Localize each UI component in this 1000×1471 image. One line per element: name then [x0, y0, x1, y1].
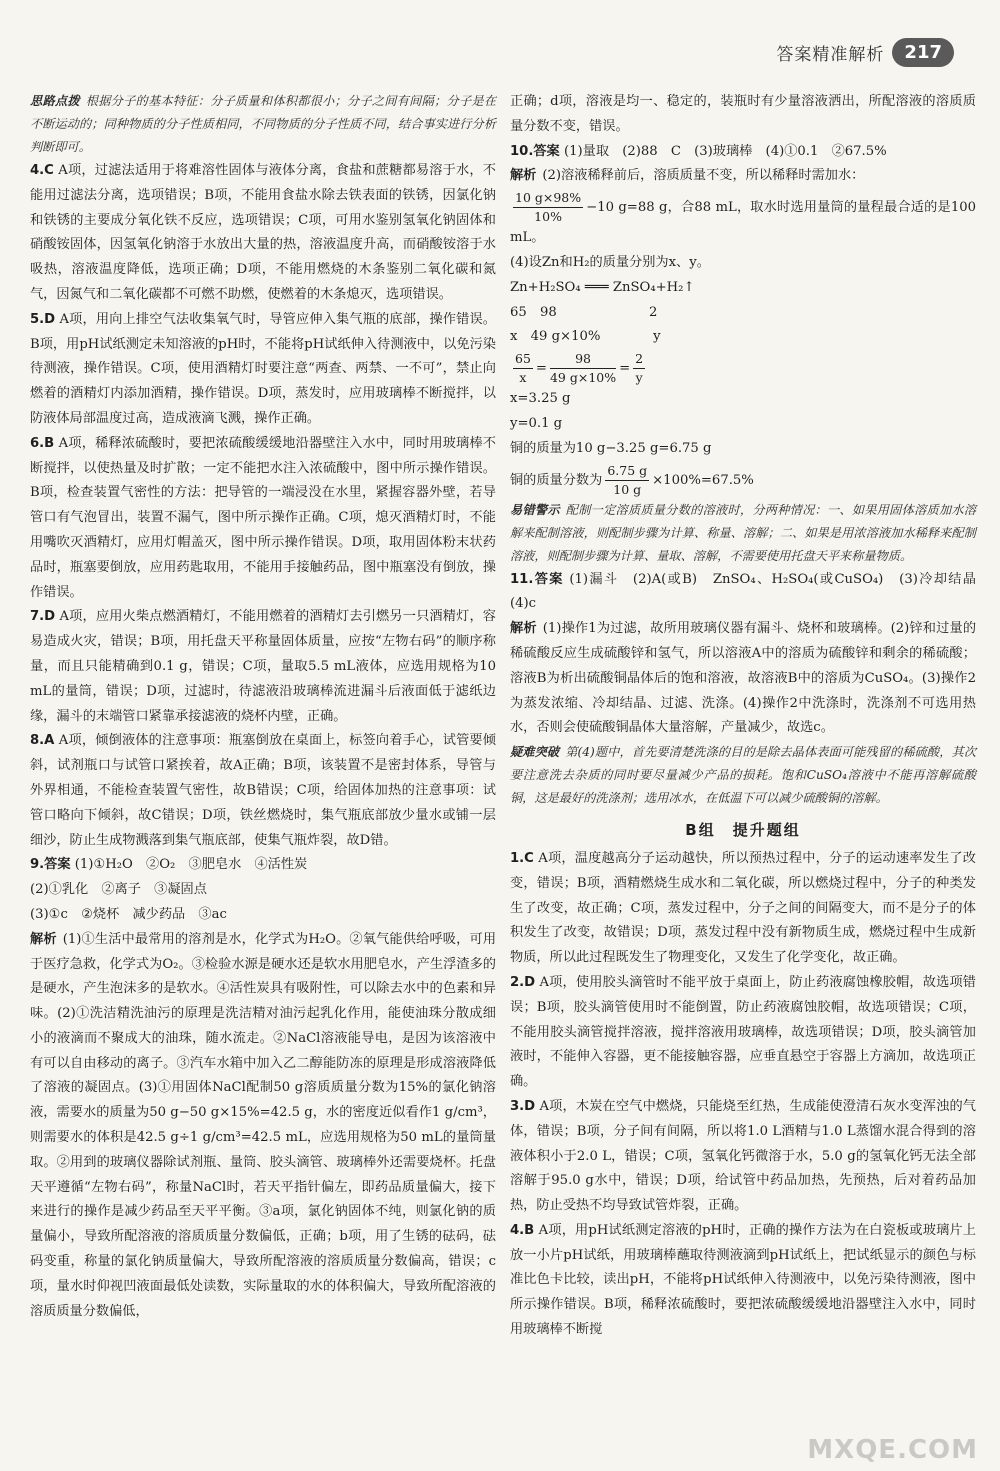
q10-exp-text2: −10 g=88 g，合88 mL，取水时选用量筒的量程最合适的是100 mL。 — [510, 200, 976, 246]
fraction-dilution — [513, 189, 583, 226]
fraction-65-x — [513, 350, 533, 387]
page-header — [776, 38, 954, 67]
fraction-98 — [550, 350, 616, 387]
intro-note — [30, 90, 496, 159]
q5-text: A项，用向上排空气法收集氧气时，导管应伸入集气瓶的底部，操作错误。B项，用pH试纸测定未知溶液的pH时，不能将pH试纸伸入待测液中，以免污染待测液，操作错误。C项，使用酒精灯时要注意“两查、两禁、一不可”，禁止向燃着的酒精灯内添加酒精，操作错误。D项，蒸发时，应用玻璃棒不断搅拌，以防液体局部温度过高，造成液滴飞溅，操作正确。 — [30, 311, 496, 426]
b1-number: 1.C — [510, 850, 534, 866]
question-10-answer — [510, 140, 976, 165]
q9-answer-line1: (1)①H₂O ②O₂ ③肥皂水 ④活性炭 — [74, 857, 308, 873]
q6-number: 6.B — [30, 435, 55, 451]
b3-number: 3.D — [510, 1098, 536, 1114]
result-x: x=3.25 g — [510, 391, 571, 407]
b-question-1 — [510, 847, 976, 971]
q11-number: 11.答案 — [510, 571, 564, 587]
q11-answer: (1)漏斗 (2)A(或B) ZnSO₄、H₂SO₄(或CuSO₄) (3)冷却结晶 (4)c — [510, 571, 990, 612]
intro-tag: 思路点拨 — [30, 94, 80, 108]
q7-text: A项，应用火柴点燃酒精灯，不能用燃着的酒精灯去引燃另一只酒精灯，容易造成火灾，错误；B项，用托盘天平称量固体质量，应按“左物右码”的顺序称量，而且只能精确到0.1 g，错误；C项，量取5.5 mL液体，应选用规格为10 mL的量筒，错误；D项，过滤时，待滤液沿玻璃棒流进漏斗后液面低于滤纸边缘，漏斗的末端管口紧靠承接滤液的烧杯内壁，正确。 — [30, 609, 496, 724]
warning-note — [510, 499, 976, 568]
fraction-2-y-bottom: y — [635, 370, 643, 386]
q8-text: A项，倾倒液体的注意事项：瓶塞倒放在桌面上，标签向着手心，试管要倾斜，试剂瓶口与试管口紧挨着，故A正确；B项，该装置不是密封体系，导管与外界相通，不能检查装置气密性，故B错误；C项，给固体加热的注意事项：试管口略向下倾斜，故C错误；D项，铁丝燃烧时，集气瓶底部放少量水或铺一层细沙，防止生成物溅落到集气瓶底部，使集气瓶炸裂，故D错。 — [30, 733, 496, 848]
q4-number: 4.C — [30, 163, 54, 178]
fraction-65-x-top: 65 — [513, 350, 533, 369]
q10-exp-tag: 解析 — [510, 168, 537, 184]
fraction-65-x-bottom: x — [519, 370, 527, 386]
copper-fraction-prefix: 铜的质量分数为 — [510, 472, 603, 488]
q9-explanation — [30, 928, 496, 1325]
question-4 — [30, 159, 496, 308]
q10-exp-text1: (2)溶液稀释前后，溶质质量不变，所以稀释时需加水： — [542, 168, 865, 184]
question-9-answer — [30, 853, 496, 878]
copper-fraction — [510, 462, 976, 499]
equation-reaction: Zn+H₂SO₄ ═══ ZnSO₄+H₂↑ — [510, 279, 695, 295]
equation-ratio — [510, 350, 976, 387]
b4-text: A项，用pH试纸测定溶液的pH时，正确的操作方法为在白瓷板或玻璃片上放一小片pH试纸，用玻璃棒蘸取待测液滴到pH试纸上，把试纸显示的颜色与标准比色卡比较，读出pH，不能将pH试纸伸入待测液中，以免污染待测液，图中所示操作错误。B项，稀释浓硫酸时，要把浓硫酸缓缓地沿器壁注入水中，同时用玻璃棒不断搅 — [510, 1222, 976, 1338]
warning-text: 配制一定溶质质量分数的溶液时，分两种情况：一、如果用固体溶质加水溶解来配制溶液，则配制步骤为计算、称量、溶解；二、如果是用浓溶液加水稀释来配制溶液，则配制步骤为计算、量取、溶解，不需要使用托盘天平来称量物质。 — [510, 502, 977, 563]
copper-fraction-suffix: ×100%=67.5% — [652, 472, 754, 488]
b2-text: A项，使用胶头滴管时不能平放于桌面上，防止药液腐蚀橡胶帽，故选项错误；B项，胶头滴管使用时不能倒置，防止药液腐蚀胶帽，故选项错误；C项，不能用胶头滴管搅拌溶液，搅拌溶液用玻璃棒，故选项错误；D项，胶头滴管加液时，不能伸入容器，更不能接触容器，应垂直悬空于容器上方滴加，故选项正确。 — [510, 974, 976, 1090]
b-question-3 — [510, 1095, 976, 1219]
page-number: 217 — [892, 38, 954, 67]
q10-number: 10.答案 — [510, 143, 560, 159]
fraction-dilution-bottom: 10% — [534, 209, 562, 225]
q9-number: 9.答案 — [30, 857, 71, 873]
q8-number: 8.A — [30, 733, 55, 749]
fraction-copper — [605, 462, 649, 499]
result-y: y=0.1 g — [510, 415, 563, 431]
q9-continued: 正确；d项，溶液是均一、稳定的，装瓶时有少量溶液洒出，所配溶液的溶质质量分数不变，错误。 — [510, 94, 976, 134]
question-7 — [30, 605, 496, 729]
q11-exp-text: (1)操作1为过滤，故所用玻璃仪器有漏斗、烧杯和玻璃棒。(2)锌和过量的稀硫酸反应生成硫酸锌和氢气，所以溶液A中的溶质为硫酸锌和剩余的稀硫酸；溶液B为析出硫酸铜晶体后的饱和溶液，故溶液B中的溶质为CuSO₄。(3)操作2为蒸发浓缩、冷却结晶、过滤、洗涤。(4)操作2中洗涤时，洗涤剂不可选用热水，否则会使硫酸铜晶体大量溶解，产量减少，故选c。 — [510, 621, 977, 736]
equation-unknowns: x 49 g×10% y — [510, 329, 661, 345]
equals-sign-1: = — [535, 361, 547, 377]
q11-exp-tag: 解析 — [510, 621, 537, 637]
fraction-2-y — [633, 350, 645, 387]
equals-sign-2: = — [619, 361, 631, 377]
equation-masses: 65 98 2 — [510, 304, 658, 320]
difficulty-text: 第(4)题中，首先要清楚洗涤的目的是除去晶体表面可能残留的稀硫酸，其次要注意洗去杂质的同时要尽量减少产品的损耗。饱和CuSO₄溶液中不能再溶解硫酸铜，这是最好的洗涤剂；选用冰水，在低温下可以减少硫酸铜的溶解。 — [510, 745, 977, 806]
b2-number: 2.D — [510, 974, 536, 990]
b3-text: A项，木炭在空气中燃烧，只能烧至红热，生成能使澄清石灰水变浑浊的气体，错误；B项，分子间有间隔，所以将1.0 L酒精与1.0 L蒸馏水混合得到的溶液体积小于2.0 L，错误；C项，氢氧化钙微溶于水，5.0 g的氢氧化钙无法全部溶解于95.0 g水中，错误；D项，给试管中药品加热，先预热，后对着药品加热，防止受热不均导致试管炸裂，正确。 — [510, 1098, 976, 1214]
question-6 — [30, 432, 496, 606]
fraction-98-top: 98 — [550, 350, 616, 369]
b-question-4 — [510, 1219, 976, 1343]
difficulty-tag: 疑难突破 — [510, 745, 560, 760]
q10-answer: (1)量取 (2)88 C (3)玻璃棒 (4)①0.1 ②67.5% — [563, 143, 887, 159]
left-column — [30, 90, 496, 1450]
q6-text: A项，稀释浓硫酸时，要把浓硫酸缓缓地沿器壁注入水中，同时用玻璃棒不断搅拌，以使热量及时扩散；一定不能把水注入浓硫酸中，图中所示操作错误。B项，检查装置气密性的方法：把导管的一端浸没在水里，紧握容器外壁，若导管口有气泡冒出，装置不漏气，图中所示操作正确。C项，熄灭酒精灯时，不能用嘴吹灭酒精灯，应用灯帽盖灭，图中所示操作错误。D项，取用固体粉末状药品时，瓶塞要倒放，应用药匙取用，不能用手接触药品，图中瓶塞没有倒放，操作错误。 — [30, 435, 496, 600]
q5-number: 5.D — [30, 311, 56, 327]
q10-explanation-1 — [510, 164, 976, 189]
site-watermark: MXQE.COM — [807, 1435, 978, 1465]
fraction-98-bottom: 49 g×10% — [549, 370, 617, 386]
q9-exp-text: (1)①生活中最常用的溶剂是水，化学式为H₂O。②氧气能供给呼吸，可用于医疗急救，化学式为O₂。③检验水源是硬水还是软水用肥皂水，产生浮渣多的是硬水，产生泡沫多的是软水。④活性炭具有吸附性，可以除去水中的色素和异味。(2)①洗洁精洗油污的原理是洗洁精对油污起乳化作用，能使油珠分散成细小的液滴而不聚成大的油珠，随水流走。②NaCl溶液能导电，是因为该溶液中有可以自由移动的离子。③汽车水箱中加入乙二醇能防冻的原理是形成溶液降低了溶液的凝固点。(3)①用固体NaCl配制50 g溶质质量分数为15%的氯化钠溶液，需要水的质量为50 g−50 g×15%=42.5 g，水的密度近似看作1 g/cm³，则需要水的体积是42.5 g÷1 g/cm³=42.5 mL，应选用规格为50 mL的量筒量取。②用到的玻璃仪器除试剂瓶、量筒、胶头滴管、玻璃棒外还需要烧杯。托盘天平遵循“左物右码”，称量NaCl时，若天平指针偏左，即药品质量偏大，接下来进行的操作是减少药品至天平平衡。③a项，氯化钠固体不纯，则氯化钠的质量偏小，导致所配溶液的溶质质量分数偏低，正确；b项，用了生锈的砝码，砝码变重，称量的氯化钠质量偏大，导致所配溶液的溶质质量分数偏高，错误；c项，量水时仰视凹液面最低处读数，实际量取的水的体积偏大，导致所配溶液的溶质质量分数偏低， — [30, 931, 497, 1319]
q10-dilution-calc — [510, 189, 976, 251]
difficulty-note — [510, 741, 976, 810]
q4-text: A项，过滤法适用于将难溶性固体与液体分离，食盐和蔗糖都易溶于水，不能用过滤法分离，选项错误；B项，不能用食盐水除去铁表面的铁锈，因氯化钠和铁锈的主要成分氧化铁不反应，选项错误；C项，可用水鉴别氢氧化钠固体和硝酸铵固体，因氢氧化钠溶于水放出大量的热，溶液温度升高，而硝酸铵溶于水吸热，溶液温度降低，选项正确；D项，不能用燃烧的木条鉴别二氧化碳和氮气，因氮气和二氧化碳都不可燃不助燃，使燃着的木条熄灭，选项错误。 — [30, 163, 496, 302]
question-11-answer — [510, 568, 990, 618]
b4-number: 4.B — [510, 1222, 535, 1238]
intro-text: 根据分子的基本特征：分子质量和体积都很小；分子之间有间隔；分子是在不断运动的；同种物质的分子性质相同，不同物质的分子性质不同，结合事实进行分析判断即可。 — [30, 94, 497, 154]
q10-exp-text3: (4)设Zn和H₂的质量分别为x、y。 — [510, 254, 710, 270]
question-5 — [30, 308, 496, 432]
q9-answer-line2: (2)①乳化 ②离子 ③凝固点 — [30, 882, 207, 898]
group-b-title: B组 提升题组 — [685, 821, 801, 840]
b1-text: A项，温度越高分子运动越快，所以预热过程中，分子的运动速率发生了改变，错误；B项，酒精燃烧生成水和二氧化碳，所以燃烧过程中，分子的种类发生了改变，故正确；C项，蒸发过程中，分子之间的间隔变大，而不是分子的体积发生了改变，故错误；D项，蒸发过程中没有新物质生成，燃烧过程中生成新物质，所以此过程既发生了物理变化，又发生了化学变化，故正确。 — [510, 850, 976, 966]
fraction-2-y-top: 2 — [633, 350, 645, 369]
warning-tag: 易错警示 — [510, 502, 560, 517]
q9-exp-tag: 解析 — [30, 931, 57, 947]
q7-number: 7.D — [30, 609, 56, 625]
copper-mass: 铜的质量为10 g−3.25 g=6.75 g — [510, 440, 712, 456]
q9-answer-line3: (3)①c ②烧杯 减少药品 ③ac — [30, 906, 227, 922]
q11-explanation — [510, 617, 976, 741]
question-8 — [30, 729, 496, 853]
fraction-copper-bottom: 10 g — [613, 481, 642, 497]
fraction-copper-top: 6.75 g — [605, 462, 649, 481]
header-title: 答案精准解析 — [776, 45, 885, 65]
b-question-2 — [510, 971, 976, 1095]
fraction-dilution-top: 10 g×98% — [513, 189, 583, 208]
